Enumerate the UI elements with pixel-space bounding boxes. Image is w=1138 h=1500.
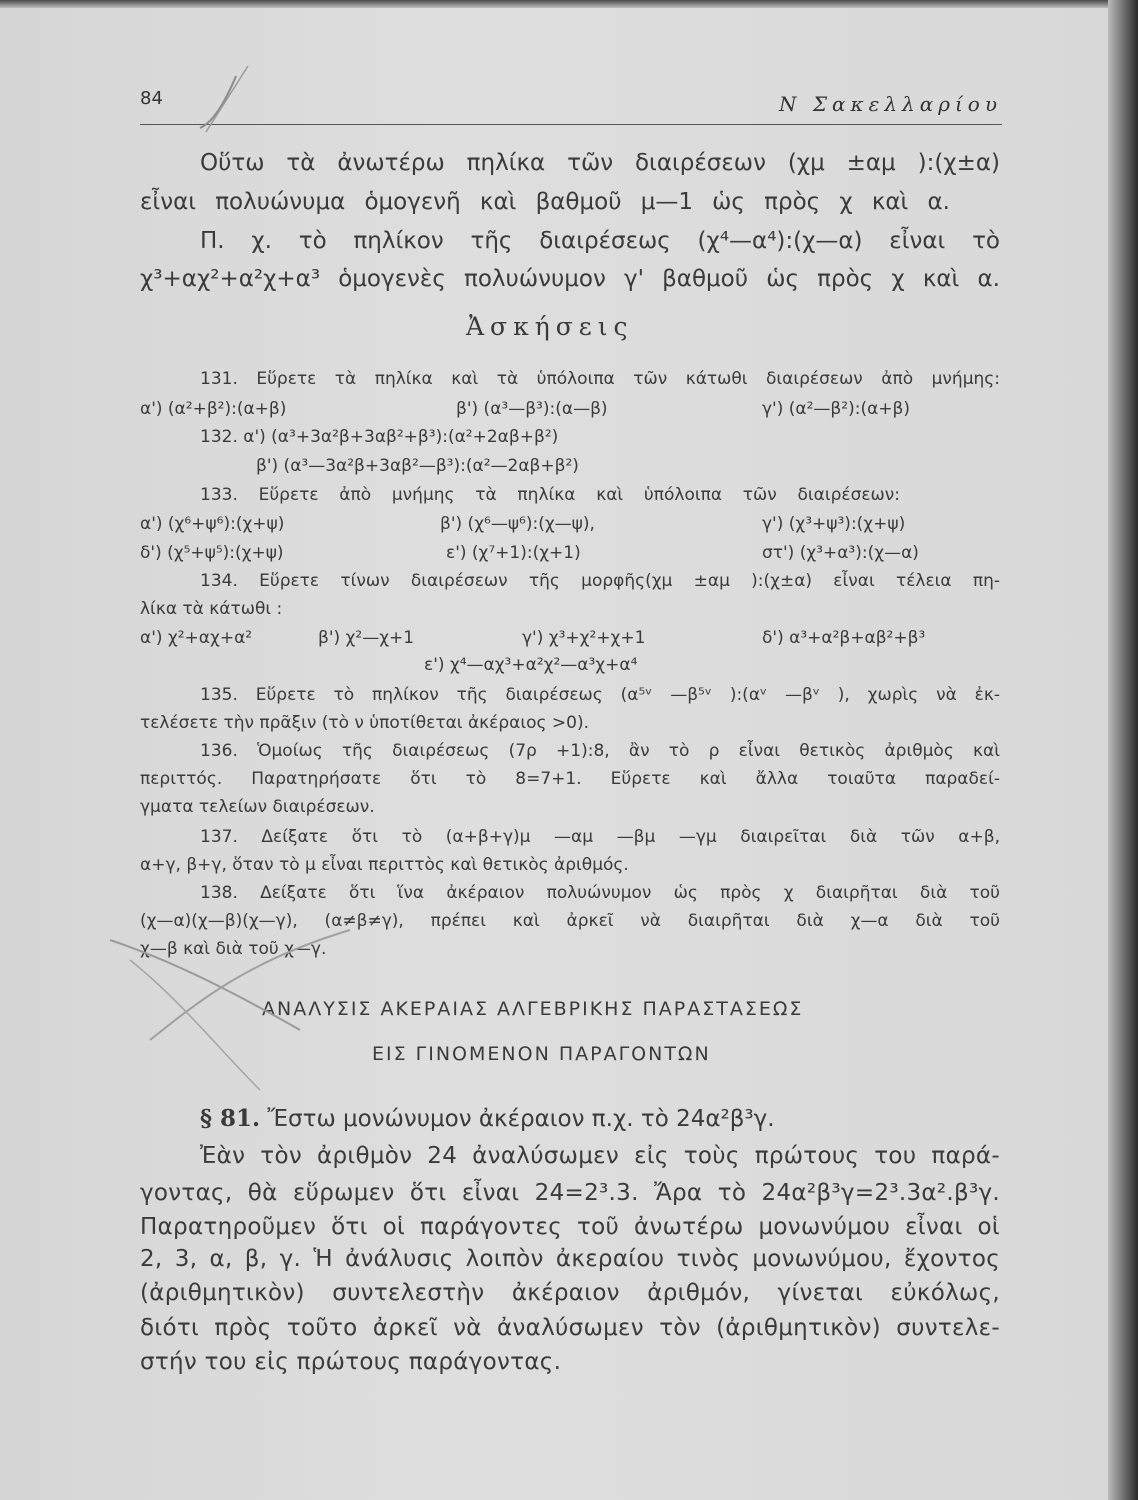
ex133-item-d: δ') (χ⁵+ψ⁵):(χ+ψ) <box>140 543 284 563</box>
ex136-line-1: 136. Ὁμοίως τῆς διαιρέσεως (7ρ +1):8, ἂν τὸ ρ εἶναι θετικὸς ἀριθμὸς καὶ <box>200 741 1000 761</box>
ex133-line-1: 133. Εὕρετε ἀπὸ μνήμης τὰ πηλίκα καὶ ὑπόλοιπα τῶν διαιρέσεων: <box>200 485 900 505</box>
ex138-line-3: χ—β καὶ διὰ τοῦ χ—γ. <box>140 939 327 959</box>
exercises-heading: Ἀσκήσεις <box>466 312 634 341</box>
running-title: Ν Σακελλαρίου <box>778 92 1002 116</box>
ex134-item-c: γ') χ³+χ²+χ+1 <box>522 628 646 648</box>
section-81-line-4: Παρατηροῦμεν ὅτι οἱ παράγοντες τοῦ ἀνωτέρω μονωνύμου εἶναι οἱ <box>140 1214 1000 1240</box>
ex131-item-b: β') (α³—β³):(α—β) <box>456 399 608 419</box>
page-header <box>140 88 1002 125</box>
ex136-line-3: γματα τελείων διαιρέσεων. <box>140 797 375 817</box>
ex131-item-a: α') (α²+β²):(α+β) <box>140 399 287 419</box>
ex137-line-2: α+γ, β+γ, ὅταν τὸ μ εἶναι περιττὸς καὶ θετικὸς ἀριθμός. <box>140 855 629 875</box>
ex137-line-1: 137. Δείξατε ὅτι τὸ (α+β+γ)μ —αμ —βμ —γμ διαιρεῖται διὰ τῶν α+β, <box>200 827 1000 847</box>
intro-line-4: χ³+αχ²+α²χ+α³ ὁμογενὲς πολυώνυμον γ' βαθμοῦ ὡς πρὸς χ καὶ α. <box>140 266 1000 292</box>
ex134-item-a: α') χ²+αχ+α² <box>140 628 253 648</box>
ex134-line-2: λίκα τὰ κάτωθι : <box>140 599 283 619</box>
ex133-item-f: στ') (χ³+α³):(χ—α) <box>762 543 919 563</box>
page-top-shadow <box>0 0 1138 8</box>
section-81-line-1-text: Ἔστω μονώνυμον ἀκέραιον π.χ. τὸ 24α²β³γ. <box>267 1106 775 1132</box>
ex134-line-1: 134. Εὕρετε τίνων διαιρέσεων τῆς μορφῆς(χμ ±αμ ):(χ±α) εἶναι τέλεια πη- <box>200 571 1000 591</box>
section-number: § 81. <box>200 1105 261 1132</box>
section-81-line-2: Ἐὰν τὸν ἀριθμὸν 24 ἀναλύσωμεν εἰς τοὺς πρώτους του παρά- <box>200 1143 1000 1169</box>
ex133-item-c: γ') (χ³+ψ³):(χ+ψ) <box>762 514 906 534</box>
pencil-cross-3 <box>130 960 260 1090</box>
ex135-line-1: 135. Εὕρετε τὸ πηλίκον τῆς διαιρέσεως (α⁵ᵛ —β⁵ᵛ ):(αᵛ —βᵛ ), χωρὶς νὰ ἐκ- <box>200 685 1000 705</box>
ex133-item-a: α') (χ⁶+ψ⁶):(χ+ψ) <box>140 514 285 534</box>
ex131-item-c: γ') (α²—β²):(α+β) <box>762 399 911 419</box>
ex134-item-b: β') χ²—χ+1 <box>318 628 415 648</box>
chapter-title-line-2: ΕΙΣ ΓΙΝΟΜΕΝΟΝ ΠΑΡΑΓΟΝΤΩΝ <box>372 1043 711 1065</box>
ex133-item-e: ε') (χ⁷+1):(χ+1) <box>446 543 581 563</box>
ex131-line-1: 131. Εὕρετε τὰ πηλίκα καὶ τὰ ὑπόλοιπα τῶν κάτωθι διαιρέσεων ἀπὸ μνήμης: <box>200 369 1000 389</box>
ex134-item-d: δ') α³+α²β+αβ²+β³ <box>762 628 926 648</box>
page-right-shadow <box>1108 0 1138 1500</box>
section-81-line-5: 2, 3, α, β, γ. Ἡ ἀνάλυσις λοιπὸν ἀκεραίου τινὸς μονωνύμου, ἔχοντος <box>140 1246 1000 1272</box>
ex133-item-b: β') (χ⁶—ψ⁶):(χ—ψ), <box>440 514 595 534</box>
section-81-line-6: (ἀριθμητικὸν) συντελεστὴν ἀκέραιον ἀριθμόν, γίνεται εὐκόλως, <box>140 1280 1000 1306</box>
section-81-line-1 <box>200 1104 775 1134</box>
ex138-line-1: 138. Δείξατε ὅτι ἵνα ἀκέραιον πολυώνυμον ὡς πρὸς χ διαιρῆται διὰ τοῦ <box>200 883 1000 903</box>
ex132-line-1: 132. α') (α³+3α²β+3αβ²+β³):(α²+2αβ+β²) <box>200 427 559 447</box>
ex138-line-2: (χ—α)(χ—β)(χ—γ), (α≠β≠γ), πρέπει καὶ ἀρκεῖ νὰ διαιρῆται διὰ χ—α διὰ τοῦ <box>140 911 1000 931</box>
section-81-line-7: διότι πρὸς τοῦτο ἀρκεῖ νὰ ἀναλύσωμεν τὸν (ἀριθμητικὸν) συντελε- <box>140 1315 1000 1341</box>
ex136-line-2: περιττός. Παρατηρήσατε ὅτι τὸ 8=7+1. Εὕρετε καὶ ἄλλα τοιαῦτα παραδεί- <box>140 769 1000 789</box>
ex135-line-2: τελέσετε τὴν πρᾶξιν (τὸ ν ὑποτίθεται ἀκέραιος >0). <box>140 713 589 733</box>
intro-line-1: Οὕτω τὰ ἀνωτέρω πηλίκα τῶν διαιρέσεων (χμ ±αμ ):(χ±α) <box>200 150 1000 176</box>
page-number: 84 <box>140 88 163 109</box>
section-81-line-3: γοντας, θὰ εὕρωμεν ὅτι εἶναι 24=2³.3. Ἄρα τὸ 24α²β³γ=2³.3α².β³γ. <box>140 1180 1000 1206</box>
ex134-item-e: ε') χ⁴—αχ³+α²χ²—α³χ+α⁴ <box>424 655 638 675</box>
intro-line-2: εἶναι πολυώνυμα ὁμογενῆ καὶ βαθμοῦ μ—1 ὡς πρὸς χ καὶ α. <box>140 189 950 215</box>
ex132-line-2: β') (α³—3α²β+3αβ²—β³):(α²—2αβ+β²) <box>256 456 579 476</box>
intro-line-3: Π. χ. τὸ πηλίκον τῆς διαιρέσεως (χ⁴—α⁴):(χ—α) εἶναι τὸ <box>200 228 1000 254</box>
chapter-title-line-1: ΑΝΑΛΥΣΙΣ ΑΚΕΡΑΙΑΣ ΑΛΓΕΒΡΙΚΗΣ ΠΑΡΑΣΤΑΣΕΩΣ <box>262 998 804 1020</box>
section-81-line-8: στήν του εἰς πρώτους παράγοντας. <box>140 1349 562 1375</box>
